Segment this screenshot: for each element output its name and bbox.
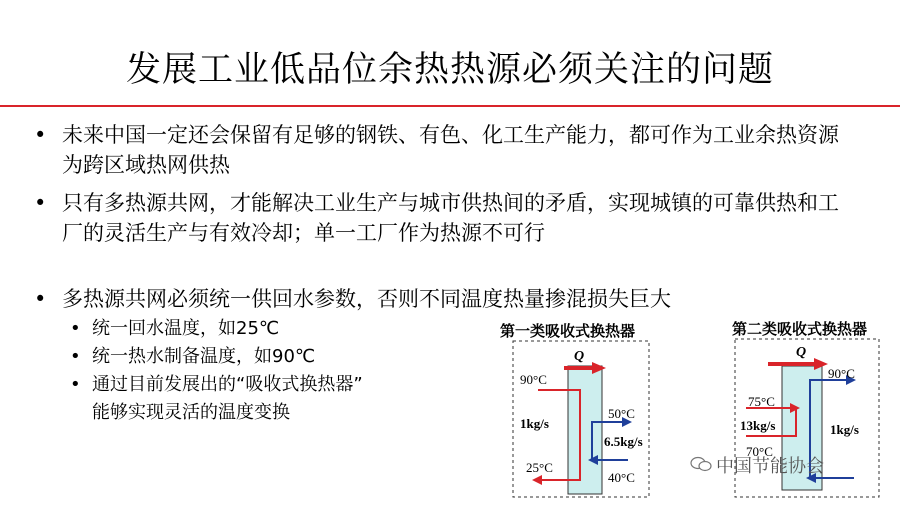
diagram2-flow-right: 1kg/s	[830, 422, 859, 437]
diagram1-hot-out-arrowhead	[532, 475, 542, 485]
diagram2-t-in-left: 75°C	[748, 394, 775, 409]
diagram1-t-right-out: 50°C	[608, 406, 635, 421]
diagram1-q-label: Q	[574, 349, 585, 364]
watermark-text: 中国节能协会	[716, 456, 824, 477]
bullet-dot: •	[34, 123, 47, 147]
diagram1-t-in: 90°C	[520, 372, 547, 387]
diagram1-flow-left: 1kg/s	[520, 416, 549, 431]
bullet-text: 多热源共网必须统一供回水参数，否则不同温度热量掺混损失巨大	[62, 287, 671, 311]
wechat-icon	[690, 456, 712, 472]
diagram2-flow-left: 13kg/s	[740, 418, 776, 433]
bullet-text: 未来中国一定还会保留有足够的钢铁、有色、化工生产能力，都可作为工业余热资源为跨区域热网供热	[62, 123, 839, 177]
diagram1-title: 第一类吸收式换热器	[500, 322, 636, 340]
sub-bullet-dot: •	[70, 318, 81, 339]
sub-bullet-text: 能够实现灵活的温度变换	[92, 402, 290, 423]
bullet-text: 只有多热源共网，才能解决工业生产与城市供热间的矛盾，实现城镇的可靠供热和工厂的灵活生产与有效冷却；单一工厂作为热源不可行	[62, 191, 839, 245]
sub-bullet-text: 统一热水制备温度，如90℃	[92, 346, 316, 367]
diagram1-absorption-hx-type1	[512, 340, 652, 500]
sub-bullet-text: 统一回水温度，如25℃	[92, 318, 280, 339]
diagram1-t-right-in: 40°C	[608, 470, 635, 485]
diagram1-t-out: 25°C	[526, 460, 553, 475]
sub-bullet-text: 通过目前发展出的“吸收式换热器”	[92, 374, 363, 395]
diagram2-q-label: Q	[796, 345, 807, 360]
bullet-dot: •	[34, 287, 47, 311]
title-divider	[0, 105, 900, 107]
slide-title: 发展工业低品位余热热源必须关注的问题	[125, 50, 774, 90]
diagram2-t-left-out: 70°C	[746, 444, 773, 459]
sub-bullet-dot: •	[70, 346, 81, 367]
diagram2-t-out-right: 90°C	[828, 366, 855, 381]
diagram1-exchanger-box	[568, 366, 602, 494]
diagram1-flow-right: 6.5kg/s	[604, 434, 643, 449]
diagram2-title: 第二类吸收式换热器	[732, 320, 868, 338]
sub-bullet-dot: •	[70, 374, 81, 395]
bullet-dot: •	[34, 191, 47, 215]
